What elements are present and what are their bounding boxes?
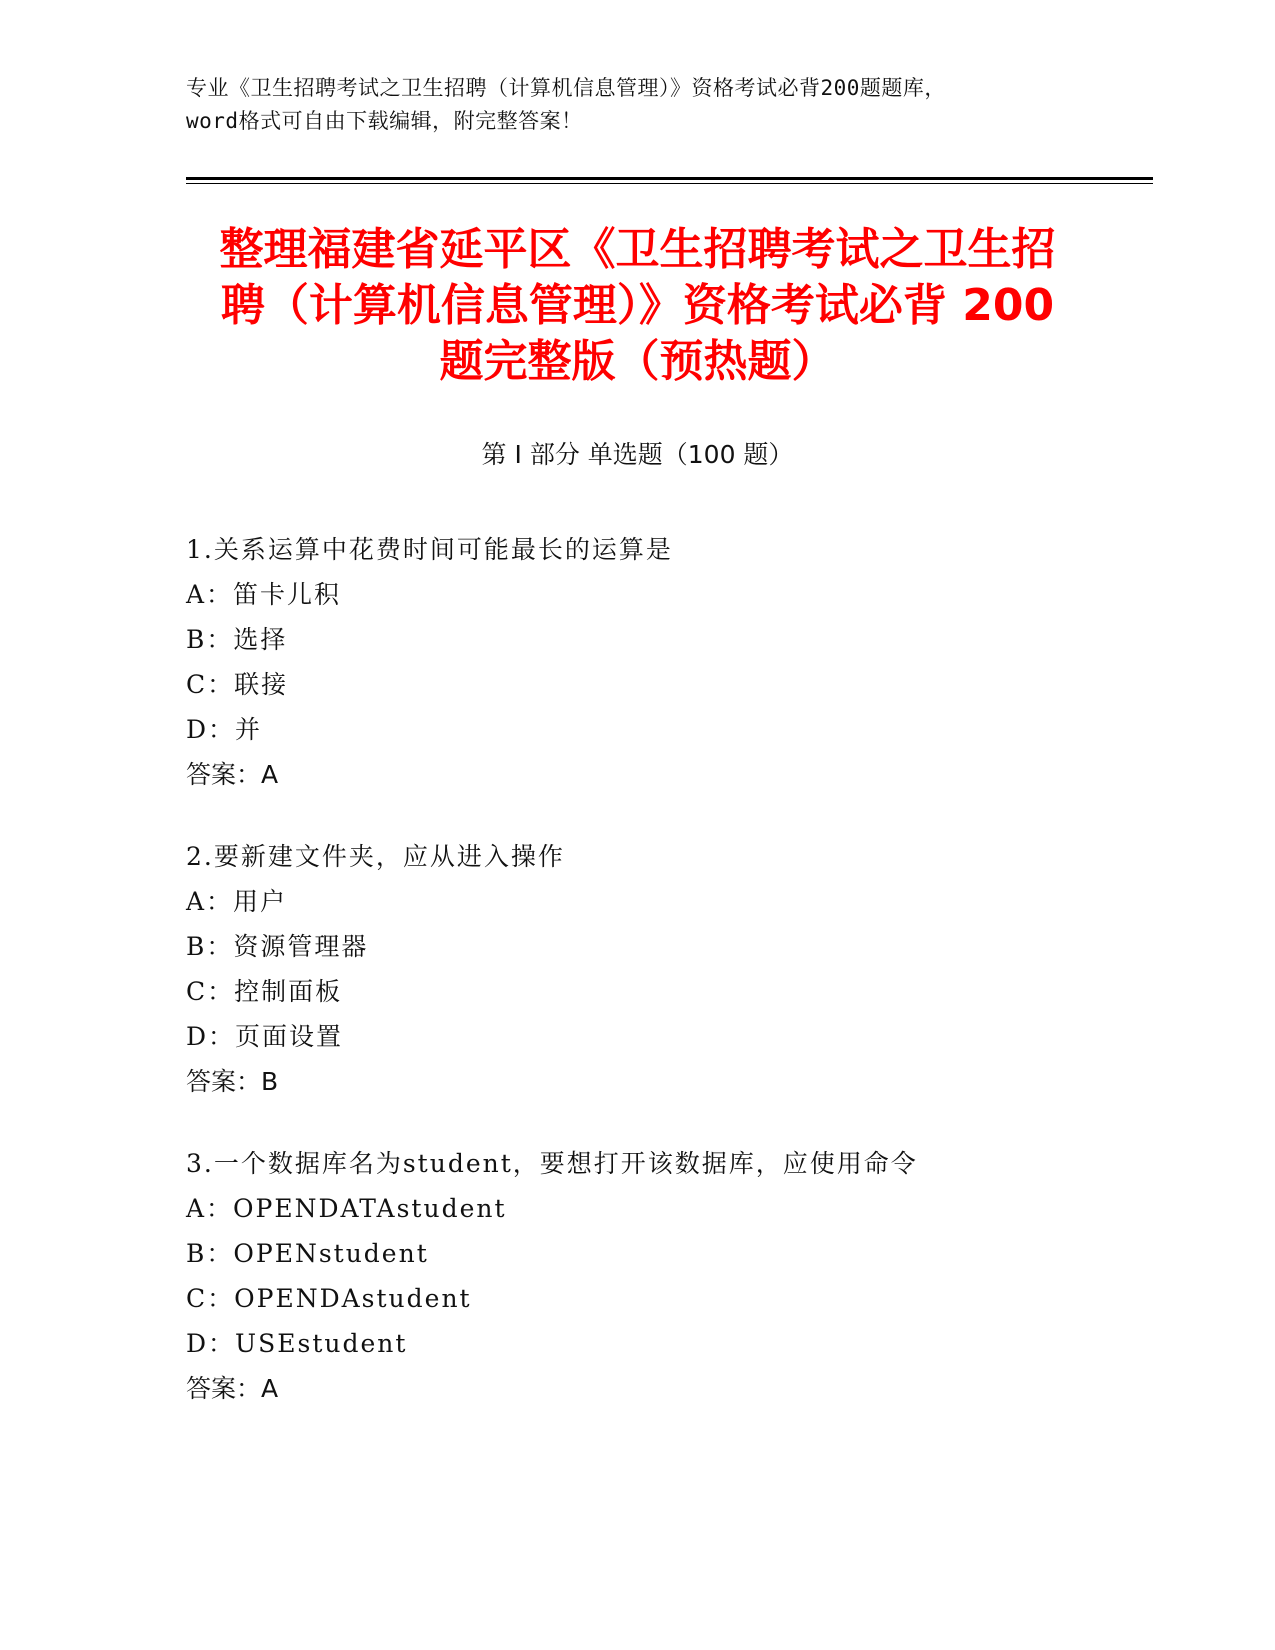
question-2 (186, 834, 1146, 1104)
section-heading: 第 I 部分 单选题（100 题） (481, 440, 794, 469)
option-b: B：选择 (186, 625, 288, 654)
option-d: D：页面设置 (186, 1022, 344, 1051)
question-stem: 2.要新建文件夹，应从进入操作 (186, 842, 565, 871)
title-line-2: 聘（计算机信息管理）》资格考试必背 200 (220, 280, 1055, 331)
header-rule-thick (186, 177, 1153, 180)
header-note-line-2: word格式可自由下载编辑，附完整答案！ (186, 109, 583, 133)
title-line-3: 题完整版（预热题） (439, 336, 836, 387)
header-note-line-1: 专业《卫生招聘考试之卫生招聘（计算机信息管理）》资格考试必背200题题库， (186, 76, 946, 100)
question-stem: 3.一个数据库名为student，要想打开该数据库，应使用命令 (186, 1149, 918, 1178)
option-c: C：联接 (186, 670, 289, 699)
answer-line: 答案：B (186, 1067, 279, 1096)
option-c: C：OPENDAstudent (186, 1284, 472, 1313)
question-3 (186, 1141, 1146, 1411)
title-line-1: 整理福建省延平区《卫生招聘考试之卫生招 (219, 224, 1056, 275)
document-title (150, 222, 1125, 390)
option-a: A：笛卡儿积 (186, 580, 342, 609)
answer-line: 答案：A (186, 1374, 279, 1403)
option-b: B：资源管理器 (186, 932, 369, 961)
header-note (186, 72, 1086, 138)
option-c: C：控制面板 (186, 977, 343, 1006)
question-stem: 1.关系运算中花费时间可能最长的运算是 (186, 535, 673, 564)
question-1 (186, 527, 1146, 797)
question-list (186, 527, 1146, 1448)
option-a: A：OPENDATAstudent (186, 1194, 507, 1223)
option-d: D：USEstudent (186, 1329, 408, 1358)
option-a: A：用户 (186, 887, 288, 916)
header-rule-thin (186, 183, 1153, 184)
option-d: D：并 (186, 715, 263, 744)
option-b: B：OPENstudent (186, 1239, 429, 1268)
answer-line: 答案：A (186, 760, 279, 789)
